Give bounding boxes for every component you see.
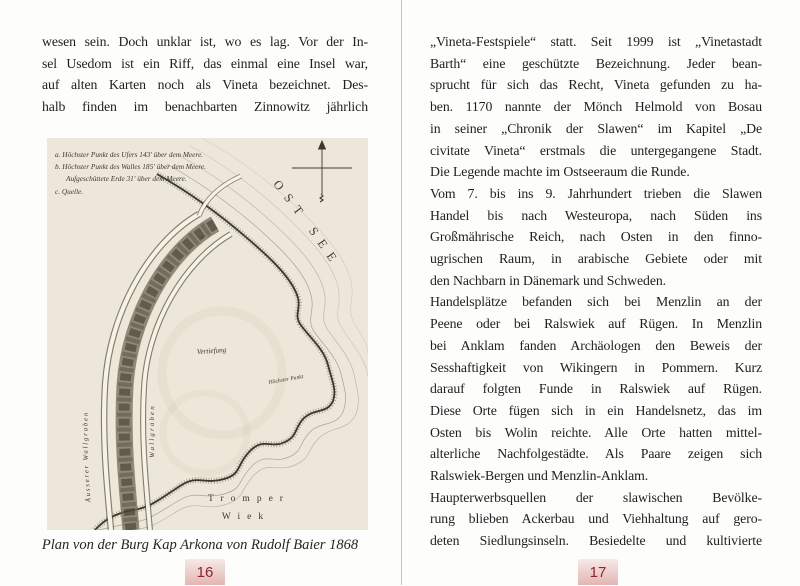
sea-label: OST SEE (270, 177, 344, 271)
text-line: ben. 1170 nannte der Mönch Helmold von Bosau (430, 99, 762, 115)
text-line: ugrischen Raum, in arabische Gebiete oder mit (430, 251, 762, 267)
page-number-right: 17 (578, 559, 618, 585)
text-line: wesen sein. Doch unklar ist, wo es lag. Vor der In- (42, 34, 368, 49)
map-legend-line: a. Höchster Punkt des Ufers 143' über dem Meere. (55, 150, 204, 159)
map-legend-line: b. Höchster Punkt des Walles 185' über dem Meere. (55, 162, 206, 171)
text-line: auf alten Karten noch als Vineta bezeichnet. Des- (42, 77, 368, 93)
page-number-left: 16 (185, 559, 225, 585)
text-line: sel Usedom ist ein Riff, das einmal eine Insel war, (42, 55, 368, 71)
text-line: rung blieben Ackerbau und Viehhaltung auf gero- (430, 511, 762, 527)
text-line: deten Siedlungsinseln. Besiedelte und kultivierte (430, 533, 762, 549)
text-line: alterliche Nachfolgestädte. Als Paare zeigen sich (430, 446, 762, 462)
text-line: Osten bis Wolin reichte. Alle Orte hatten mittel- (430, 424, 762, 440)
text-line: sprucht für sich das Recht, Vineta gefunden zu ha- (430, 77, 762, 93)
page-left (0, 0, 400, 585)
text-line: Barth“ eine geschützte Bezeichnung. Jeder bean- (430, 55, 762, 71)
text-line: halb finden im benachbarten Zinnowitz jährlich (42, 99, 368, 115)
text-line: den Nachbarn in Dänemark und Schweden. (430, 272, 667, 288)
text-line: bei Anklam fanden Archäologen den Beweis der (430, 337, 762, 353)
text-line: Ralswiek-Bergen und Menzlin-Anklam. (430, 468, 649, 484)
text-line: Die Legende machte im Ostseeraum die Runde. (430, 164, 690, 180)
left-text-block (42, 31, 368, 118)
bay-label-line1: Tromper (208, 494, 290, 504)
right-text-block (430, 31, 762, 552)
map-caption: Plan von der Burg Kap Arkona von Rudolf Baier 1868 (41, 537, 359, 553)
bay-label-line2: Wiek (221, 512, 271, 522)
text-line: Sesshaftigkeit von Wikingern in Pommern. Kurz (430, 359, 762, 375)
map-legend-line: c. Quelle. (55, 187, 84, 196)
text-line: Vom 7. bis ins 9. Jahrhundert trieben die Slawen (430, 185, 762, 201)
text-line: Handel bis nach Westeuropa, nach Süden ins (430, 207, 762, 223)
spring-label: c (201, 234, 204, 241)
page-right (402, 0, 800, 585)
text-line: darauf folgten Funde in Ralswiek auf Rügen. (430, 381, 762, 397)
depression-label: Vertiefung (196, 345, 227, 356)
text-line: in seiner „Chronik der Slawen“ im Kapitel „De (430, 120, 762, 136)
text-line: Handelsplätze befanden sich bei Menzlin an der (430, 294, 762, 310)
text-line: Großmährische Reich, nach Osten in den finno- (430, 229, 762, 245)
text-line: Haupterwerbsquellen der slawischen Bevölke- (430, 489, 762, 505)
outer-ditch-label: Äusserer Wallgraben (82, 410, 93, 503)
text-line: Peene oder bei Ralswiek auf Rügen. In Menzlin (430, 316, 762, 332)
inner-ditch-label: Wallgraben (148, 403, 157, 458)
map-legend-line: Aufgeschüttete Erde 31' über dem Meere. (66, 174, 187, 183)
text-line: Diese Orte fügen sich in ein Handelsnetz, das im (430, 402, 762, 418)
text-line: „Vineta-Festspiele“ statt. Seit 1999 ist „Vinetastadt (430, 34, 762, 49)
map-illustration (47, 138, 368, 530)
text-line: civitate Vineta“ erstmals die untergegangene Stadt. (430, 142, 762, 158)
highest-point-label: Höchster Punkt (268, 373, 304, 386)
